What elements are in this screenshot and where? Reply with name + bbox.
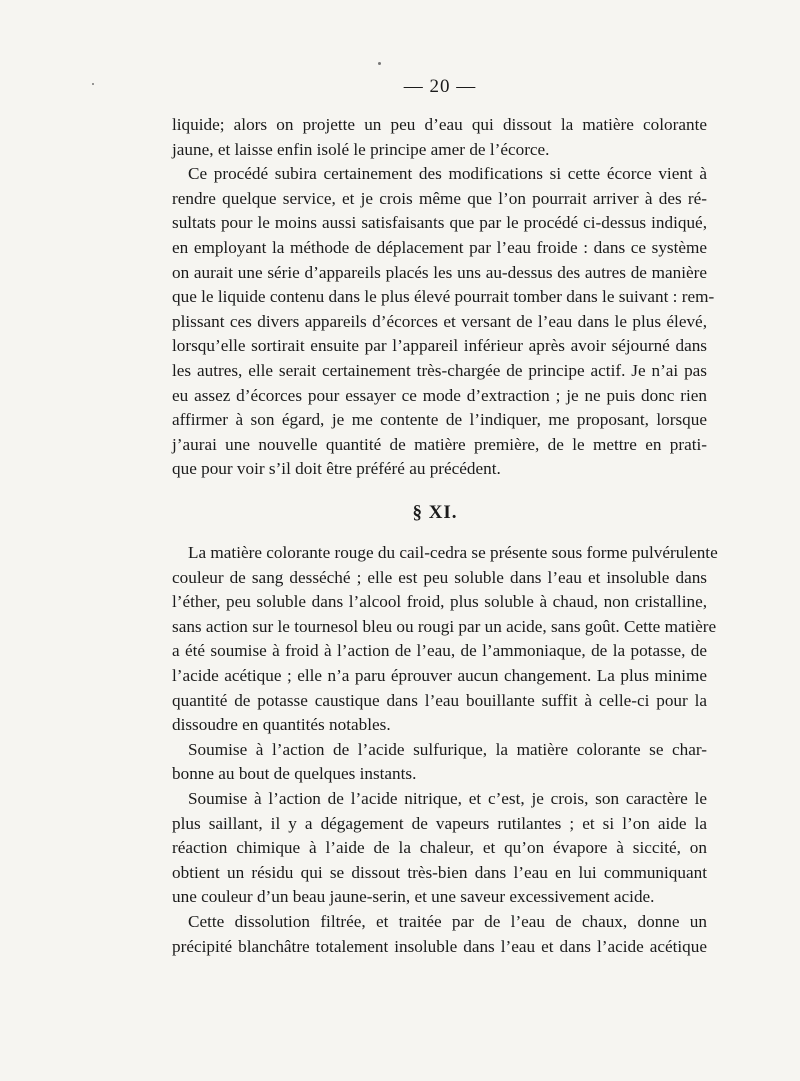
text-line: Ce procédé subira certainement des modifications si cette écorce vient à — [188, 164, 707, 184]
text-line: l’éther, peu soluble dans l’alcool froid, plus soluble à chaud, non cristalline, — [172, 592, 707, 612]
text-line: liquide; alors on projette un peu d’eau qui dissout la matière colorante — [172, 115, 707, 134]
text-line: bonne au bout de quelques instants. — [172, 764, 417, 784]
body-text-block-2 — [172, 541, 718, 959]
text-line: les autres, elle serait certainement très-chargée de principe actif. Je n’ai pas — [172, 360, 707, 380]
text-line: a été soumise à froid à l’action de l’eau, de l’ammoniaque, de la potasse, de — [172, 641, 707, 661]
text-line: rendre quelque service, et je crois même que l’on pourrait arriver à des ré- — [172, 188, 707, 208]
text-line: affirmer à son égard, je me contente de l’indiquer, me proposant, lorsque — [172, 410, 707, 430]
ink-speck — [378, 62, 381, 65]
text-line: réaction chimique à l’aide de la chaleur, et qu’on évapore à siccité, on — [172, 838, 707, 858]
text-line: dissoudre en quantités notables. — [172, 715, 391, 735]
text-line: que le liquide contenu dans le plus élevé pourrait tomber dans le suivant : rem- — [172, 287, 715, 307]
text-line: Soumise à l’action de l’acide nitrique, et c’est, je crois, son caractère le — [188, 788, 707, 808]
text-line: Soumise à l’action de l’acide sulfurique, la matière colorante se char- — [188, 739, 707, 759]
text-line: l’acide acétique ; elle n’a paru éprouver aucun changement. La plus minime — [172, 665, 707, 685]
text-line: on aurait une série d’appareils placés les uns au-dessus des autres de manière — [172, 262, 707, 282]
text-line: couleur de sang desséché ; elle est peu soluble dans l’eau et insoluble dans — [172, 567, 707, 587]
text-line: Cette dissolution filtrée, et traitée par de l’eau de chaux, donne un — [188, 911, 707, 931]
text-line: quantité de potasse caustique dans l’eau bouillante suffit à celle-ci pour la — [172, 690, 707, 710]
text-line: eu assez d’écorces pour essayer ce mode d’extraction ; je ne puis donc rien — [172, 385, 707, 405]
text-line: sans action sur le tournesol bleu ou rougi par un acide, sans goût. Cette matière — [172, 616, 717, 636]
text-line: obtient un résidu qui se dissout très-bien dans l’eau en lui communiquant — [172, 862, 707, 882]
text-line: plus saillant, il y a dégagement de vapeurs rutilantes ; et si l’on aide la — [172, 813, 707, 833]
text-line: une couleur d’un beau jaune-serin, et une saveur excessivement acide. — [172, 887, 655, 907]
text-line: que pour voir s’il doit être préféré au précédent. — [172, 459, 501, 479]
text-line: La matière colorante rouge du cail-cedra se présente sous forme pulvérulente — [188, 543, 718, 562]
text-line: lorsqu’elle sortirait ensuite par l’appareil inférieur après avoir séjourné dans — [172, 336, 707, 356]
text-line: jaune, et laisse enfin isolé le principe amer de l’écorce. — [172, 139, 550, 159]
page-number: — 20 — — [403, 76, 477, 97]
body-text-block-1 — [172, 113, 715, 482]
text-line: j’aurai une nouvelle quantité de matière première, de le mettre en prati- — [172, 434, 707, 454]
text-line: en employant la méthode de déplacement par l’eau froide : dans ce système — [172, 237, 707, 257]
text-line: sultats pour le moins aussi satisfaisants que par le procédé ci-dessus indiqué, — [172, 213, 707, 233]
text-line: précipité blanchâtre totalement insoluble dans l’eau et dans l’acide acétique — [172, 936, 707, 956]
text-line: plissant ces divers appareils d’écorces et versant de l’eau dans le plus élevé, — [172, 311, 707, 331]
section-heading: § XI. — [412, 502, 458, 523]
